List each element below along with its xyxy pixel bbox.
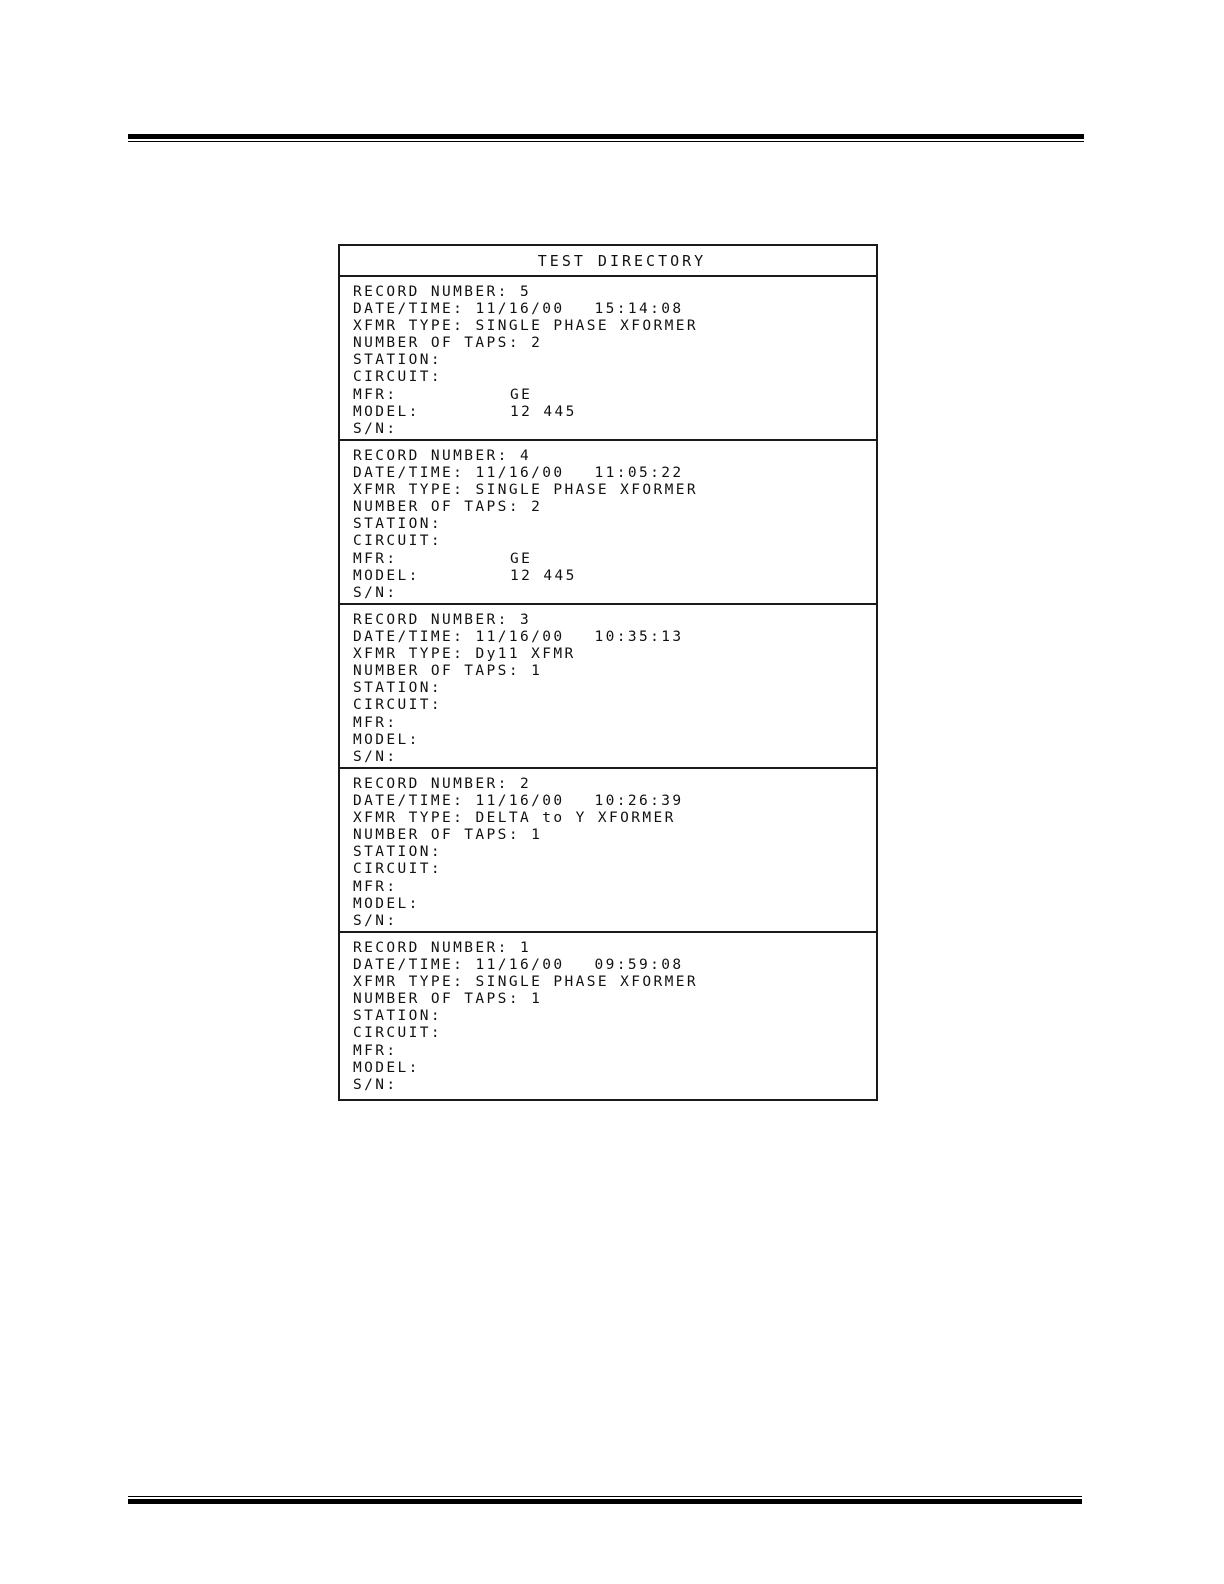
number-of-taps-value: 2	[531, 335, 543, 352]
number-of-taps-line	[353, 499, 876, 516]
circuit-label: CIRCUIT:	[353, 369, 443, 386]
xfmr-type-line	[353, 318, 876, 335]
record-number-line	[353, 612, 876, 629]
mfr-line	[353, 715, 876, 732]
record-number-line	[353, 448, 876, 465]
record-number-value: 4	[519, 448, 532, 464]
xfmr-type-label: XFMR TYPE:	[353, 318, 465, 335]
xfmr-type-value: SINGLE PHASE XFORMER	[475, 318, 699, 335]
circuit-line	[353, 533, 876, 550]
date-time-line	[353, 629, 876, 646]
record-block	[340, 605, 876, 769]
record-number-value: 5	[519, 284, 532, 300]
date-value: 11/16/00	[475, 301, 565, 318]
circuit-label: CIRCUIT:	[353, 861, 443, 878]
station-label: STATION:	[353, 1008, 443, 1025]
xfmr-type-value: SINGLE PHASE XFORMER	[475, 482, 699, 499]
number-of-taps-label: NUMBER OF TAPS:	[353, 663, 520, 680]
number-of-taps-value: 1	[531, 663, 543, 680]
date-time-label: DATE/TIME:	[353, 957, 465, 974]
mfr-line	[353, 387, 876, 404]
model-value: 12 445	[510, 567, 577, 584]
number-of-taps-label: NUMBER OF TAPS:	[353, 499, 520, 516]
bottom-rule-thick	[128, 1499, 1082, 1504]
sn-label: S/N:	[353, 420, 398, 437]
station-line	[353, 352, 876, 369]
record-block	[340, 277, 876, 441]
record-block	[340, 769, 876, 933]
xfmr-type-label: XFMR TYPE:	[353, 482, 465, 499]
time-value: 09:59:08	[594, 957, 684, 974]
mfr-value: GE	[510, 386, 533, 403]
record-number-value: 2	[519, 776, 532, 792]
mfr-label: MFR:	[353, 1042, 398, 1059]
station-label: STATION:	[353, 352, 443, 369]
record-number-label: RECORD NUMBER:	[353, 776, 509, 792]
number-of-taps-label: NUMBER OF TAPS:	[353, 335, 520, 352]
model-line	[353, 1060, 876, 1077]
sn-line	[353, 421, 876, 438]
mfr-label: MFR:	[353, 878, 398, 895]
station-line	[353, 516, 876, 533]
number-of-taps-value: 1	[531, 827, 543, 844]
number-of-taps-line	[353, 991, 876, 1008]
number-of-taps-line	[353, 335, 876, 352]
test-directory-printout	[338, 244, 878, 1101]
station-label: STATION:	[353, 844, 443, 861]
xfmr-type-value: Dy11 XFMR	[475, 646, 576, 663]
top-rule	[128, 134, 1084, 142]
sn-label: S/N:	[353, 748, 398, 765]
sn-line	[353, 913, 876, 930]
mfr-value: GE	[510, 550, 533, 567]
mfr-label: MFR:	[353, 714, 398, 731]
station-line	[353, 680, 876, 697]
sn-label: S/N:	[353, 1076, 398, 1093]
bottom-rule	[128, 1496, 1082, 1504]
date-time-label: DATE/TIME:	[353, 793, 465, 810]
xfmr-type-line	[353, 810, 876, 827]
model-line	[353, 896, 876, 913]
circuit-label: CIRCUIT:	[353, 697, 443, 714]
date-value: 11/16/00	[475, 465, 565, 482]
date-time-label: DATE/TIME:	[353, 301, 465, 318]
station-line	[353, 844, 876, 861]
record-number-label: RECORD NUMBER:	[353, 940, 509, 956]
number-of-taps-label: NUMBER OF TAPS:	[353, 827, 520, 844]
date-time-line	[353, 957, 876, 974]
time-value: 10:35:13	[594, 629, 684, 646]
record-number-value: 1	[519, 940, 532, 956]
xfmr-type-line	[353, 646, 876, 663]
record-number-label: RECORD NUMBER:	[353, 612, 509, 628]
station-label: STATION:	[353, 516, 443, 533]
circuit-label: CIRCUIT:	[353, 533, 443, 550]
circuit-line	[353, 861, 876, 878]
date-value: 11/16/00	[475, 629, 565, 646]
number-of-taps-line	[353, 827, 876, 844]
station-line	[353, 1008, 876, 1025]
model-line	[353, 568, 876, 585]
circuit-line	[353, 1025, 876, 1042]
sn-line	[353, 1077, 876, 1094]
mfr-label: MFR:	[353, 386, 398, 403]
model-label: MODEL:	[353, 895, 420, 912]
record-number-label: RECORD NUMBER:	[353, 448, 509, 464]
record-number-line	[353, 940, 876, 957]
xfmr-type-label: XFMR TYPE:	[353, 810, 465, 827]
model-label: MODEL:	[353, 403, 420, 420]
model-line	[353, 732, 876, 749]
record-list	[340, 277, 876, 1099]
model-label: MODEL:	[353, 1059, 420, 1076]
top-rule-thin	[128, 141, 1084, 142]
circuit-line	[353, 369, 876, 386]
record-number-line	[353, 776, 876, 793]
top-rule-thick	[128, 134, 1084, 139]
date-time-label: DATE/TIME:	[353, 629, 465, 646]
date-value: 11/16/00	[475, 957, 565, 974]
date-value: 11/16/00	[475, 793, 565, 810]
model-value: 12 445	[510, 403, 577, 420]
xfmr-type-label: XFMR TYPE:	[353, 646, 465, 663]
station-label: STATION:	[353, 680, 443, 697]
xfmr-type-line	[353, 974, 876, 991]
number-of-taps-line	[353, 663, 876, 680]
model-label: MODEL:	[353, 567, 420, 584]
xfmr-type-value: DELTA to Y XFORMER	[475, 810, 676, 827]
time-value: 11:05:22	[594, 465, 684, 482]
date-time-line	[353, 301, 876, 318]
mfr-label: MFR:	[353, 550, 398, 567]
model-line	[353, 404, 876, 421]
date-time-line	[353, 793, 876, 810]
xfmr-type-label: XFMR TYPE:	[353, 974, 465, 991]
number-of-taps-value: 2	[531, 499, 543, 516]
printout-title: TEST DIRECTORY	[340, 246, 876, 277]
xfmr-type-line	[353, 482, 876, 499]
record-number-line	[353, 284, 876, 301]
record-block	[340, 441, 876, 605]
record-number-label: RECORD NUMBER:	[353, 284, 509, 300]
circuit-label: CIRCUIT:	[353, 1025, 443, 1042]
sn-line	[353, 749, 876, 766]
date-time-label: DATE/TIME:	[353, 465, 465, 482]
sn-label: S/N:	[353, 584, 398, 601]
number-of-taps-value: 1	[531, 991, 543, 1008]
time-value: 15:14:08	[594, 301, 684, 318]
date-time-line	[353, 465, 876, 482]
sn-label: S/N:	[353, 912, 398, 929]
circuit-line	[353, 697, 876, 714]
model-label: MODEL:	[353, 731, 420, 748]
time-value: 10:26:39	[594, 793, 684, 810]
mfr-line	[353, 551, 876, 568]
xfmr-type-value: SINGLE PHASE XFORMER	[475, 974, 699, 991]
record-block	[340, 933, 876, 1099]
bottom-rule-thin	[128, 1496, 1082, 1497]
sn-line	[353, 585, 876, 602]
number-of-taps-label: NUMBER OF TAPS:	[353, 991, 520, 1008]
record-number-value: 3	[519, 612, 532, 628]
mfr-line	[353, 879, 876, 896]
mfr-line	[353, 1043, 876, 1060]
